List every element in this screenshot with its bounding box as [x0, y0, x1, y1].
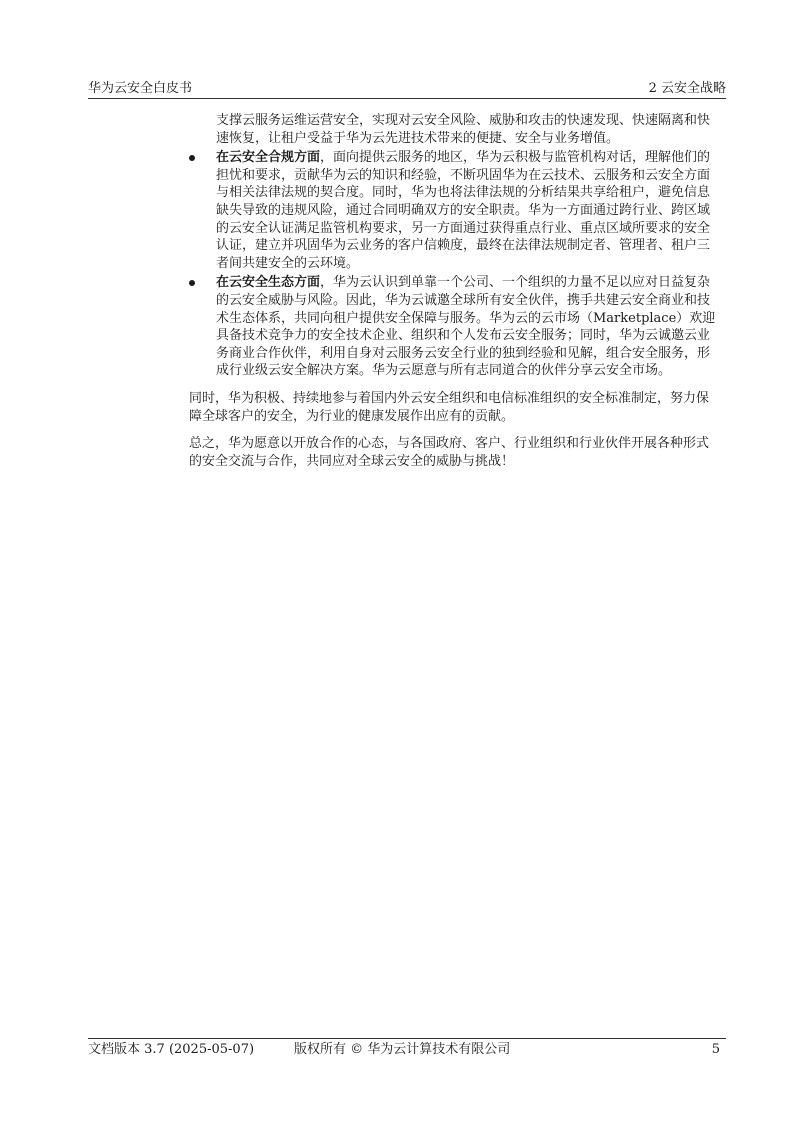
- continuation-paragraph: 支撑云服务运维运营安全，实现对云安全风险、威胁和攻击的快速发现、快速隔离和快速恢复，让租户受益于华为云先进技术带来的便捷、安全与业务增值。: [216, 113, 711, 146]
- bullet-lead-compliance: 在云安全合规方面: [216, 150, 321, 166]
- bullet-item-ecosystem: [189, 274, 717, 380]
- bullet-dot-icon: [189, 280, 195, 286]
- bullet-text-compliance: ，面向提供云服务的地区，华为云积极与监管机构对话，理解他们的担忧和要求，贡献华为云的知识和经验，不断巩固华为在云技术、云服务和云安全方面与相关法律法规的契合度。同时，华为也将法律法规的分析结果共享给租户，避免信息缺失导致的违规风险，通过合同明确双方的安全职责。华为一方面通过跨行业、跨区域的云安全认证满足监管机构要求，另一方面通过获得重点行业、重点区域所要求的安全认证，建立并巩固华为云业务的客户信赖度，最终在法律法规制定者、管理者、租户三者间共建安全的云环境。: [216, 150, 711, 271]
- bullet-dot-icon: [189, 155, 195, 161]
- main-content: [189, 112, 717, 470]
- conclusion-paragraph: 总之，华为愿意以开放合作的心态，与各国政府、客户、行业组织和行业伙伴开展各种形式的安全交流与合作，共同应对全球云安全的威胁与挑战！: [189, 436, 710, 469]
- page-header: [88, 80, 726, 98]
- footer-copyright: 版权所有 © 华为云计算技术有限公司: [294, 1042, 511, 1057]
- footer-version: 文档版本 3.7 (2025-05-07): [88, 1042, 255, 1057]
- standards-paragraph: 同时，华为积极、持续地参与着国内外云安全组织和电信标准组织的安全标准制定，努力保障全球客户的安全，为行业的健康发展作出应有的贡献。: [189, 390, 710, 424]
- bullet-lead-ecosystem: 在云安全生态方面: [216, 275, 321, 291]
- header-section-title: 2 云安全战略: [648, 81, 726, 96]
- bullet-item-compliance: [189, 149, 717, 272]
- header-doc-title: 华为云安全白皮书: [88, 81, 193, 96]
- footer-divider: [88, 1038, 726, 1039]
- bullet-text-ecosystem: ，华为云认识到单靠一个公司、一个组织的力量不足以应对日益复杂的云安全威胁与风险。因此，华为云诚邀全球所有安全伙伴，携手共建云安全商业和技术生态体系，共同向租户提供安全保障与服务。华为云的云市场（Marketplace）欢迎具备技术竞争力的安全技术企业、组织和个人发布云安全服务；同时，华为云诚邀云业务商业合作伙伴，利用自身对云服务云安全行业的独到经验和见解，组合安全服务，形成行业级云安全解决方案。华为云愿意与所有志同道合的伙伴分享云安全市场。: [216, 275, 716, 379]
- header-divider: [88, 98, 726, 99]
- page-footer: [88, 1041, 726, 1059]
- page-number: 5: [711, 1042, 720, 1057]
